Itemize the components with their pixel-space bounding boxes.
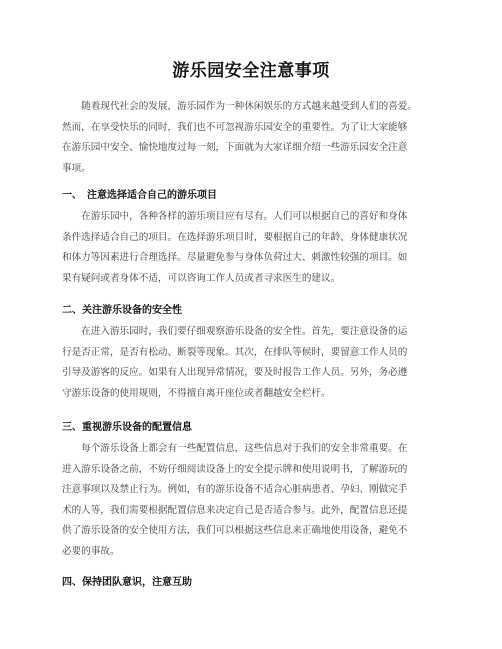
section-body-2: 在进入游乐园时，我们要仔细观察游乐设备的安全性。首先，要注意设备的运 行是否正常，是否有松动、断裂等现象。其次，在排队等候时，要留意工作人员的 引导及游客的反应。如果有人出现异常情况，要及时报告工作人员。另外，务必遵 守游乐设备的使用规则，不得擅自离开座位或者翻越安全栏杆。 (62, 326, 408, 399)
section-heading-2: 二、关注游乐设备的安全性 (62, 305, 182, 316)
section-body-1: 在游乐园中，各种各样的游乐项目应有尽有。人们可以根据自己的喜好和身体 条件选择适合自己的项目。在选择游乐项目时，要根据自己的年龄、身体健康状况 和体力等因素进行合理选择。尽量避免参与身体负荷过大、刺激性较强的项目。如 果有疑问或者身体不适，可以咨询工作人员或者寻求医生的建议。 (62, 211, 408, 284)
section-heading-3: 三、重视游乐设备的配置信息 (62, 422, 192, 433)
intro-paragraph: 随着现代社会的发展，游乐园作为一种休闲娱乐的方式越来越受到人们的喜爱。 然而，在享受快乐的同时，我们也不可忽视游乐园安全的重要性。为了让大家能够 在游乐园中安全、愉快地度过每一刻，下面就为大家详细介绍一些游乐园安全注意 事项。 (62, 101, 417, 174)
document-title: 游乐园安全注意事项 (172, 61, 330, 81)
section-body-3: 每个游乐设备上都会有一些配置信息，这些信息对于我们的安全非常重要。在 进入游乐设备之前，不妨仔细阅读设备上的安全提示牌和使用说明书，了解游玩的 注意事项以及禁止行为。例如，有的游乐设备不适合心脏病患者、孕妇、刚做完手 术的人等，我们需要根据配置信息来决定自己是否适合参与。此外，配置信息还提 供了游乐设备的安全使用方法，我们可以根据这些信息来正确地使用设备，避免不 必要的事故。 (62, 443, 408, 557)
section-heading-1: 一、 注意选择适合自己的游乐项目 (62, 190, 217, 201)
section-heading-4: 四、保持团队意识，注意互助 (62, 577, 192, 588)
